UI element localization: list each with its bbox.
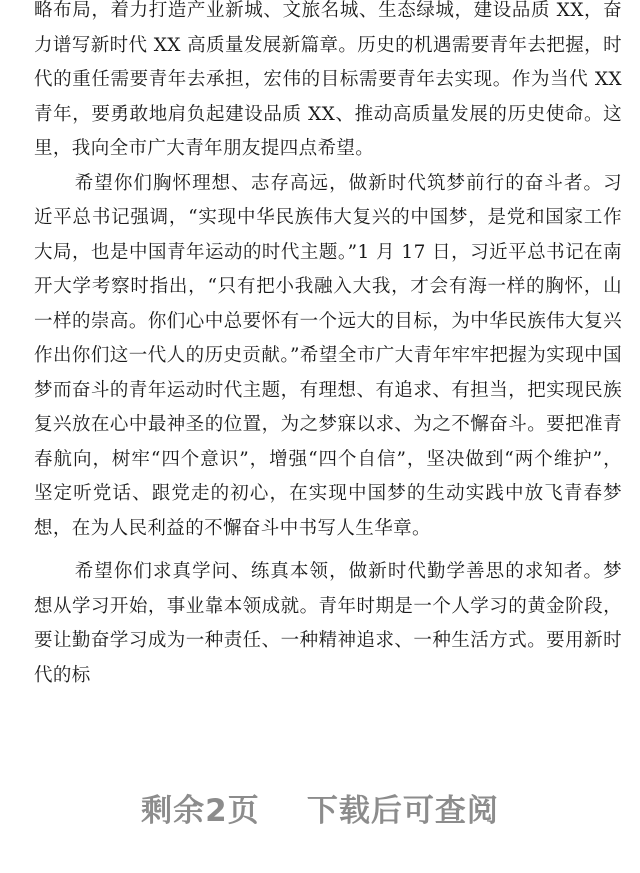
document-body <box>34 0 622 693</box>
paragraph-2: 希望你们胸怀理想、志存高远，做新时代筑梦前行的奋斗者。习近平总书记强调，“实现中华民族伟大复兴的中国梦，是党和国家工作大局，也是中国青年运动的时代主题。”1 月 17 日，习近平总书记在南开大学考察时指出，“只有把小我融入大我，才会有海一样的胸怀，山一样的崇高。你们心中总要怀有一个远大的目标，为中华民族伟大复兴作出你们这一代人的历史贡献。”希望全市广大青年牢牢把握为实现中国梦而奋斗的青年运动时代主题，有理想、有追求、有担当，把实现民族复兴放在心中最神圣的位置，为之梦寐以求、为之不懈奋斗。要把准青春航向，树牢“四个意识”，增强“四个自信”，坚决做到“两个维护”，坚定听党话、跟党走的初心，在实现中国梦的生动实践中放飞青春梦想，在为人民利益的不懈奋斗中书写人生华章。 <box>34 172 622 539</box>
paragraph-1: 略布局，着力打造产业新城、文旅名城、生态绿城，建设品质 XX，奋力谱写新时代 XX 高质量发展新篇章。历史的机遇需要青年去把握，时代的重任需要青年去承担，宏伟的目标需要青年去实现。作为当代 XX 青年，要勇敢地肩负起建设品质 XX、推动高质量发展的历史使命。这里，我向全市广大青年朋友提四点希望。 <box>34 0 622 159</box>
remaining-pages-banner[interactable]: 剩余2页 下载后可查阅 <box>141 793 499 829</box>
paragraph-3: 希望你们求真学问、练真本领，做新时代勤学善思的求知者。梦想从学习开始，事业靠本领成就。青年时期是一个人学习的黄金阶段，要让勤奋学习成为一种责任、一种精神追求、一种生活方式。要用新时代的标 <box>34 561 622 686</box>
